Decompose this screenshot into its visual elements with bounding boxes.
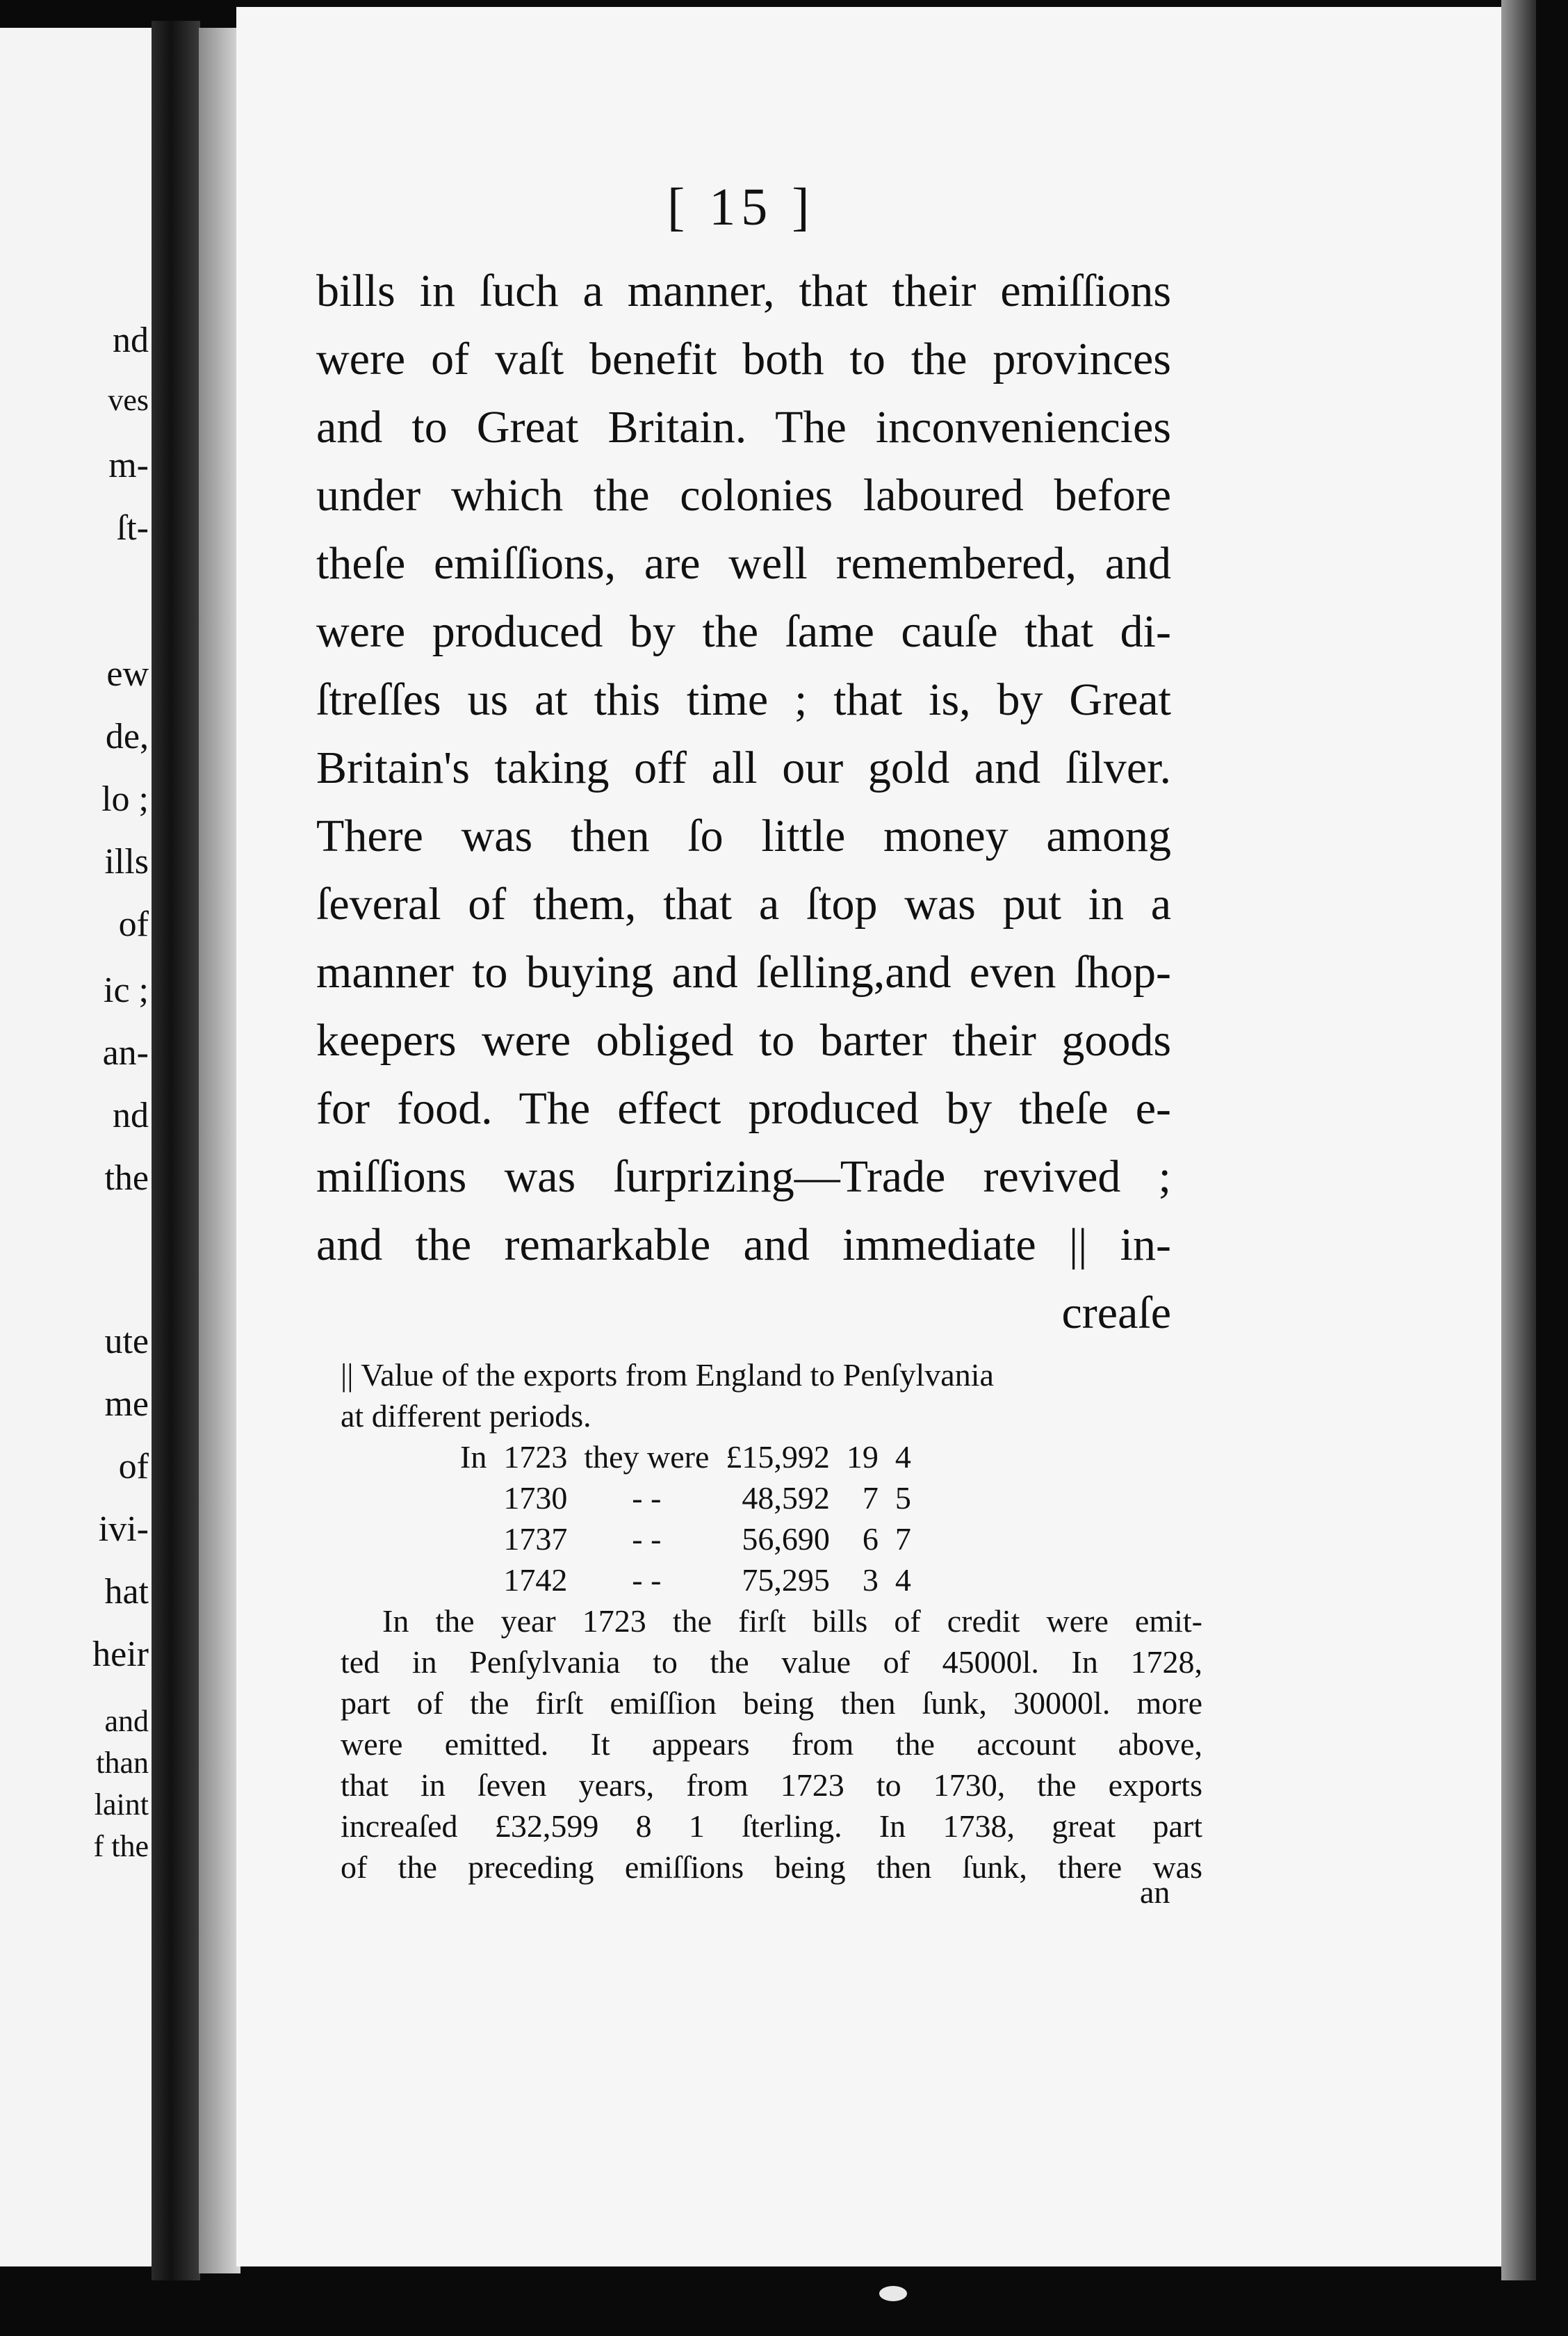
text-line: bills in ſuch a manner, that their emiſſions — [316, 266, 1171, 316]
label-cell: - - — [632, 1562, 662, 1598]
year-cell: 1737 — [503, 1521, 568, 1557]
table-cell — [452, 1518, 495, 1559]
fragment: ills — [104, 842, 149, 882]
fragment: the — [104, 1158, 149, 1198]
pence-cell: 7 — [895, 1521, 911, 1557]
catchword: creaſe — [1061, 1288, 1171, 1338]
paper-speck — [879, 2286, 907, 2301]
amount-cell: 56,690 — [742, 1521, 830, 1557]
footnote-line: of the preceding emiſſions being then ſunk, there was — [341, 1849, 1202, 1885]
amount-cell: £15,992 — [726, 1439, 830, 1475]
fragment: ivi- — [98, 1509, 149, 1549]
fragment: ute — [104, 1322, 149, 1361]
previous-page — [0, 28, 153, 2266]
pence-cell: 4 — [895, 1439, 911, 1475]
shillings-cell: 19 — [846, 1439, 879, 1475]
footnote-heading: || Value of the exports from England to Penſylvania — [341, 1357, 994, 1393]
fragment: nd — [113, 1096, 149, 1135]
fragment: ew — [106, 654, 149, 694]
footnote-heading: at different periods. — [341, 1398, 591, 1434]
footnote — [341, 1354, 1202, 1888]
fragment: heir — [92, 1635, 149, 1674]
fragment: lo ; — [101, 779, 149, 819]
label-cell: they were — [584, 1439, 710, 1475]
fragment: and — [104, 1704, 149, 1738]
footnote-line: In the year 1723 the firſt bills of credit were emit- — [382, 1603, 1202, 1639]
fragment: me — [104, 1384, 149, 1424]
page-curl-shadow — [199, 28, 240, 2273]
shillings-cell: 7 — [862, 1480, 879, 1516]
fragment: hat — [104, 1572, 149, 1612]
footnote-line: ted in Penſylvania to the value of 45000l. In 1728, — [341, 1644, 1202, 1680]
text-line: were of vaſt benefit both to the provinces — [316, 334, 1171, 384]
book-gutter — [152, 21, 200, 2280]
text-line: There was then ſo little money among — [316, 811, 1171, 861]
text-line: and the remarkable and immediate || in- — [316, 1219, 1171, 1270]
text-line: keepers were obliged to barter their goods — [316, 1015, 1171, 1066]
fragment: m- — [108, 446, 149, 485]
fragment: ſt- — [116, 508, 149, 548]
fragment: ves — [108, 383, 149, 417]
previous-page-text — [10, 28, 149, 2266]
shillings-cell: 6 — [862, 1521, 879, 1557]
fragment: of — [118, 1447, 149, 1486]
pence-cell: 5 — [895, 1480, 911, 1516]
fragment: de, — [105, 717, 149, 756]
year-cell: 1742 — [503, 1562, 568, 1598]
table-cell — [452, 1477, 495, 1518]
table-row — [452, 1559, 920, 1600]
text-line: were produced by the ſame cauſe that di- — [316, 606, 1171, 657]
fragment: of — [118, 905, 149, 944]
table-cell: In — [460, 1439, 487, 1475]
text-line: and to Great Britain. The inconveniencies — [316, 402, 1171, 453]
text-line: under which the colonies laboured before — [316, 470, 1171, 521]
pence-cell: 4 — [895, 1562, 911, 1598]
year-cell: 1730 — [503, 1480, 568, 1516]
shillings-cell: 3 — [862, 1562, 879, 1598]
footnote-line: were emitted. It appears from the account above, — [341, 1726, 1202, 1762]
text-line: Britain's taking off all our gold and ſilver. — [316, 743, 1171, 793]
table-row — [452, 1436, 920, 1477]
fragment: an- — [102, 1033, 149, 1073]
footnote-catchword: an — [1140, 1874, 1170, 1910]
text-line: miſſions was ſurprizing—Trade revived ; — [316, 1151, 1171, 1202]
year-cell: 1723 — [503, 1439, 568, 1475]
table-cell — [452, 1559, 495, 1600]
amount-cell: 75,295 — [742, 1562, 830, 1598]
body-text — [316, 257, 1171, 1347]
footnote-line: that in ſeven years, from 1723 to 1730, the exports — [341, 1767, 1202, 1803]
page-number: [ 15 ] — [667, 178, 815, 236]
label-cell: - - — [632, 1521, 662, 1557]
text-line: for food. The effect produced by theſe e- — [316, 1083, 1171, 1134]
text-line: manner to buying and ſelling,and even ſhop- — [316, 947, 1171, 998]
text-line: theſe emiſſions, are well remembered, and — [316, 538, 1171, 589]
footnote-line: increaſed £32,599 8 1 ſterling. In 1738, great part — [341, 1808, 1202, 1844]
exports-table — [452, 1436, 920, 1600]
fragment: f the — [93, 1829, 149, 1863]
fragment: nd — [113, 321, 149, 360]
table-row — [452, 1477, 920, 1518]
label-cell: - - — [632, 1480, 662, 1516]
page-edge — [1501, 0, 1536, 2280]
footnote-line: part of the firſt emiſſion being then ſunk, 30000l. more — [341, 1685, 1202, 1721]
fragment: than — [96, 1746, 149, 1780]
amount-cell: 48,592 — [742, 1480, 830, 1516]
text-line: ſtreſſes us at this time ; that is, by Great — [316, 674, 1171, 725]
table-row — [452, 1518, 920, 1559]
text-line: ſeveral of them, that a ſtop was put in a — [316, 879, 1171, 930]
fragment: laint — [94, 1787, 149, 1822]
fragment: ic ; — [104, 971, 149, 1010]
